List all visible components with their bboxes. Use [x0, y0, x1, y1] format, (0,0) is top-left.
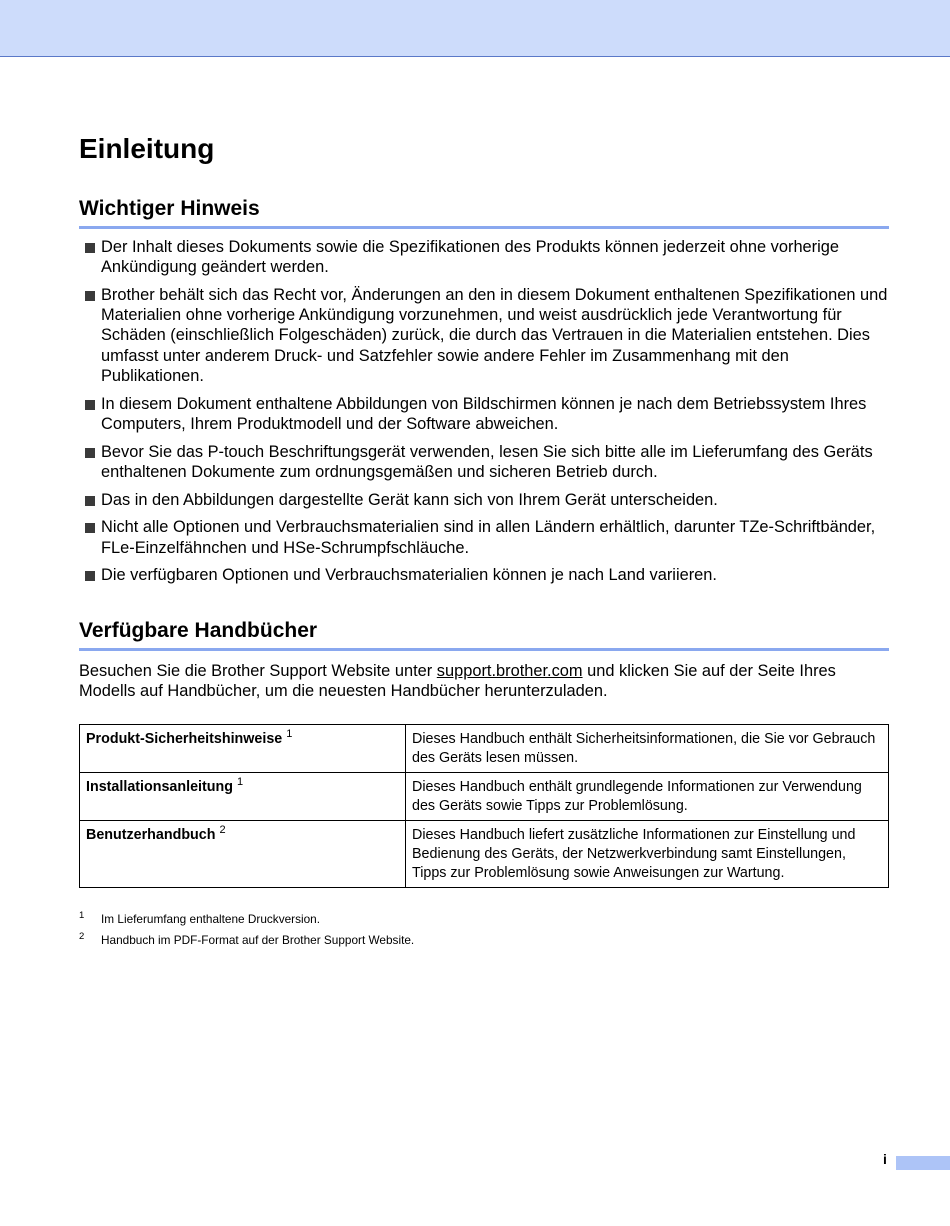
footnote — [79, 932, 779, 948]
manual-name: Benutzerhandbuch — [86, 827, 216, 844]
list-item — [79, 517, 891, 557]
section-heading-notice: Wichtiger Hinweis — [79, 194, 889, 229]
manual-description: Dieses Handbuch enthält Sicherheitsinformationen, die Sie vor Gebrauch des Geräts lesen müssen. — [406, 725, 889, 773]
manual-name-cell — [80, 821, 406, 888]
list-item — [79, 237, 891, 277]
footnote — [79, 911, 779, 927]
list-item — [79, 285, 891, 386]
square-bullet-icon — [85, 400, 95, 410]
section-heading-manuals: Verfügbare Handbücher — [79, 616, 889, 651]
footnote-text: Im Lieferumfang enthaltene Druckversion. — [101, 912, 321, 926]
footnote-text: Handbuch im PDF-Format auf der Brother Support Website. — [101, 933, 415, 947]
page-number: i — [883, 1151, 887, 1167]
list-item-text: Das in den Abbildungen dargestellte Gerät kann sich von Ihrem Gerät unterscheiden. — [101, 490, 718, 509]
square-bullet-icon — [85, 571, 95, 581]
square-bullet-icon — [85, 523, 95, 533]
list-item-text: Nicht alle Optionen und Verbrauchsmaterialien sind in allen Ländern erhältlich, darunter TZe-Schriftbänder, FLe-Einzelfähnchen und HSe-Schrumpfschläuche. — [101, 518, 876, 557]
list-item-text: Bevor Sie das P-touch Beschriftungsgerät verwenden, lesen Sie sich bitte alle im Lieferumfang des Geräts enthaltenen Dokumente zum ordnungsgemäßen und sicheren Betrieb durch. — [101, 442, 873, 481]
header-band — [0, 0, 950, 57]
manuals-table — [79, 724, 889, 888]
list-item — [79, 442, 891, 482]
page-corner-tab — [896, 1156, 950, 1170]
list-item-text: Die verfügbaren Optionen und Verbrauchsmaterialien können je nach Land variieren. — [101, 566, 717, 585]
manual-name-cell — [80, 725, 406, 773]
square-bullet-icon — [85, 496, 95, 506]
manual-description: Dieses Handbuch enthält grundlegende Informationen zur Verwendung des Geräts sowie Tipps zur Problemlösung. — [406, 773, 889, 821]
footnote-number: 2 — [79, 931, 85, 942]
list-item — [79, 490, 891, 510]
support-website-link[interactable]: support.brother.com — [436, 662, 583, 680]
footnote-ref: 1 — [286, 728, 293, 741]
manual-name-cell — [80, 773, 406, 821]
square-bullet-icon — [85, 448, 95, 458]
notice-list — [79, 237, 891, 593]
list-item-text: In diesem Dokument enthaltene Abbildungen von Bildschirmen können je nach dem Betriebssystem Ihres Computers, Ihrem Produktmodell und der Software abweichen. — [101, 394, 867, 433]
list-item-text: Der Inhalt dieses Dokuments sowie die Spezifikationen des Produkts können jederzeit ohne vorherige Ankündigung geändert werden. — [101, 238, 840, 277]
manual-name: Installationsanleitung — [86, 779, 233, 796]
intro-text-after: und klicken Sie auf der Seite Ihres Modells auf Handbücher, um die neuesten Handbücher herunterzuladen. — [79, 662, 836, 701]
manual-name: Produkt-Sicherheitshinweise — [86, 731, 283, 747]
list-item-text: Brother behält sich das Recht vor, Änderungen an den in diesem Dokument enthaltenen Spezifikationen und Materialien ohne vorherige Ankündigung vorzunehmen, und weist ausdrücklich jede Verantwortung für Schäden (einschließlich Folgeschäden) zurück, die durch das Vertrauen in die Materialien entstehen. Dies umfasst unter anderem Druck- und Satzfehler sowie andere Fehler im Zusammenhang mit den Publikationen. — [101, 286, 888, 385]
footnote-ref: 2 — [219, 824, 226, 837]
list-item — [79, 565, 891, 585]
square-bullet-icon — [85, 243, 95, 253]
manuals-intro — [79, 661, 891, 701]
footnote-number: 1 — [79, 910, 85, 921]
manual-description: Dieses Handbuch liefert zusätzliche Informationen zur Einstellung und Bedienung des Geräts, der Netzwerkverbindung samt Einstellungen, Tipps zur Problemlösung sowie Anweisungen zur Wartung. — [406, 821, 889, 888]
intro-text-before: Besuchen Sie die Brother Support Website unter — [79, 662, 437, 680]
table-row — [80, 773, 889, 821]
page-title: Einleitung — [79, 133, 215, 164]
table-row — [80, 821, 889, 888]
table-row — [80, 725, 889, 773]
list-item — [79, 394, 891, 434]
footnote-ref: 1 — [236, 776, 244, 789]
footnotes — [79, 911, 779, 953]
square-bullet-icon — [85, 291, 95, 301]
